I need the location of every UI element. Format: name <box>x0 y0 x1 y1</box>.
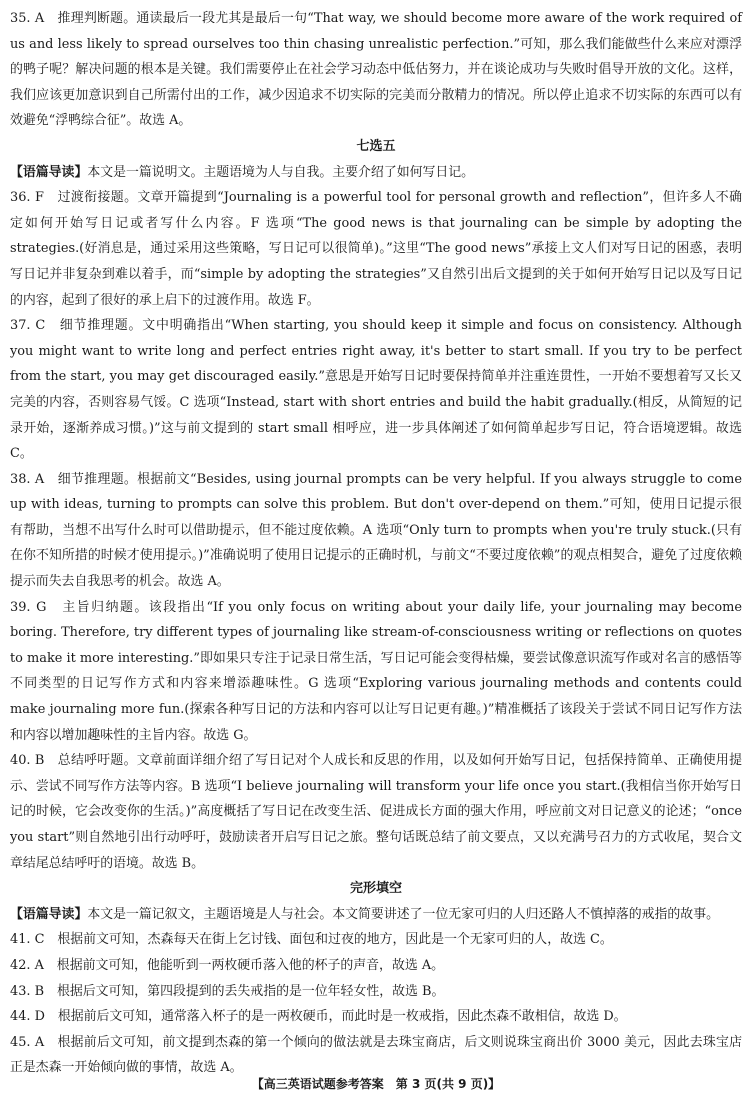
answer-39: 39. G 主旨归纳题。该段指出“If you only focus on writing about your daily life, your journaling may become boring. Therefore, try different types of journaling like stream-of-consciousness writing or reflections on quotes to make it more interesting.”即如果只专注于记录日常生活，写日记可能会变得枯燥，要尝试像意识流写作或对名言的感悟等不同类型的日记写作方式和内容来增添趣味性。G 选项“Exploring various journaling methods and contents could make journaling more fun.(探索各种写日记的方法和内容可以让写日记更有趣。)”精准概括了该段关于尝试不同日记写作方法和内容以增加趣味性的主旨内容。故选 G。 <box>10 599 742 743</box>
section-title-cloze: 完形填空 <box>349 881 402 897</box>
answer-45: 45. A 根据前后文可知，前文提到杰森的第一个倾向的做法就是去珠宝商店，后文则说珠宝商出价 3000 美元，因此去珠宝店正是杰森一开始倾向做的事情，故选 A。 <box>10 1034 742 1076</box>
answer-key-content <box>10 6 742 1081</box>
reading-guide-text: 本文是一篇记叙文，主题语境是人与社会。本文简要讲述了一位无家可归的人归还路人不慎掉落的戒指的故事。 <box>87 906 719 922</box>
answer-36: 36. F 过渡衔接题。文章开篇提到“Journaling is a powerful tool for personal growth and reflection”，但许多人不确定如何开始写日记或者写什么内容。F 选项“The good news is that journaling can be simple by adopting the strategies.(好消息是，通过采用这些策略，写日记可以很简单)。”这里“The good news”承接上文人们对写日记的困惑，表明写日记并非复杂到难以着手，而“simple by adopting the strategies”又自然引出后文提到的关于如何开始写日记以及写日记的内容，起到了很好的承上启下的过渡作用。故选 F。 <box>10 190 742 308</box>
section-title-seven-choose-five: 七选五 <box>356 138 396 154</box>
answer-37: 37. C 细节推理题。文中明确指出“When starting, you should keep it simple and focus on consistency. Although you might want to write long and perfect entries right away, it's better to start small. If you try to be perfect from the start, you may get discouraged easily.”意思是开始写日记时要保持简单并注重连贯性，一开始不要想着写又长又完美的内容，否则容易气馁。C 选项“Instead, start with short entries and build the habit gradually.(相反，从简短的记录开始，逐渐养成习惯。)”这与前文提到的 start small 相呼应，进一步具体阐述了如何简单起步写日记，符合语境逻辑。故选 C。 <box>10 318 742 462</box>
reading-guide-seven-choose-five <box>10 160 742 186</box>
answer-43: 43. B 根据后文可知，第四段提到的丢失戒指的是一位年轻女性，故选 B。 <box>10 983 445 999</box>
answer-41: 41. C 根据前文可知，杰森每天在街上乞讨钱、面包和过夜的地方，因此是一个无家可归的人，故选 C。 <box>10 932 613 948</box>
answer-42: 42. A 根据前文可知，他能听到一两枚硬币落入他的杯子的声音，故选 A。 <box>10 957 445 973</box>
reading-guide-label: 【语篇导读】 <box>10 164 88 180</box>
answer-38: 38. A 细节推理题。根据前文“Besides, using journal prompts can be very helpful. If you always struggle to come up with ideas, turning to prompts can solve this problem. But don't over-depend on them.”可知，使用日记提示很有帮助，当想不出写什么时可以借助提示，但不能过度依赖。A 选项“Only turn to prompts when you're truly stuck.(只有在你不知所措的时候才使用提示。)”准确说明了使用日记提示的正确时机，与前文“不要过度依赖”的观点相契合，避免了过度依赖提示而失去自我思考的机会。故选 A。 <box>10 471 742 590</box>
answer-40: 40. B 总结呼吁题。文章前面详细介绍了写日记对个人成长和反思的作用，以及如何开始写日记，包括保持简单、正确使用提示、尝试不同写作方法等内容。B 选项“I believe journaling will transform your life once you start.(我相信当你开始写日记的时候，它会改变你的生活。)”高度概括了写日记在改变生活、促进成长方面的强大作用，呼应前文对日记意义的论述；“once you start”则自然地引出行动呼吁，鼓励读者开启写日记之旅。整句话既总结了前文要点，又以充满号召力的方式收尾，契合文章结尾总结呼吁的语境。故选 B。 <box>10 753 742 871</box>
reading-guide-label: 【语篇导读】 <box>10 906 88 922</box>
reading-guide-text: 本文是一篇说明文。主题语境为人与自我。主要介绍了如何写日记。 <box>87 164 475 180</box>
answer-35: 35. A 推理判断题。通读最后一段尤其是最后一句“That way, we should become more aware of the work required of us and less likely to spread ourselves too thin chasing unrealistic perfection.”可知，那么我们能做些什么来应对漂浮的鸭子呢？解决问题的根本是关键。我们需要停止在社会学习动态中低估努力，并在谈论成功与失败时倡导开放的文化。这样，我们应该更加意识到自己所需付出的工作，减少因追求不切实际的完美而分散精力的情况。所以停止追求不切实际的东西可以有效避免“浮鸭综合征”。故选 A。 <box>10 11 742 129</box>
reading-guide-cloze <box>10 902 742 928</box>
answer-44: 44. D 根据前后文可知，通常落入杯子的是一两枚硬币，而此时是一枚戒指，因此杰森不敢相信，故选 D。 <box>10 1009 627 1025</box>
page-footer: 【高三英语试题参考答案 第 3 页(共 9 页)】 <box>251 1077 501 1091</box>
